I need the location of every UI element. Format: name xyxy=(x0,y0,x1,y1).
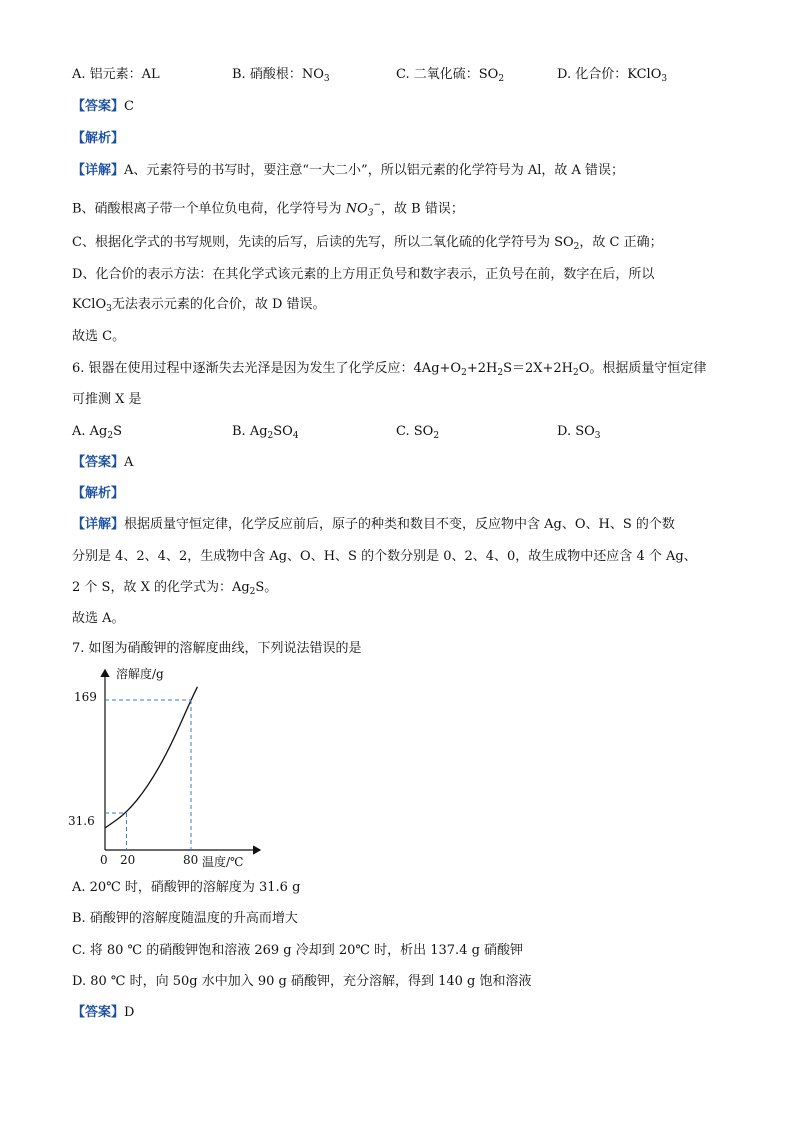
chart-x-tick-0: 0 xyxy=(100,853,108,867)
q6-detail-line3: 2 个 S，故 X 的化学式为：$Ag_2S$。 xyxy=(72,580,278,597)
q5-option-b: B. 硝酸根：$NO_3$ xyxy=(232,67,330,84)
q6-stem-line2: 可推测 X 是 xyxy=(72,392,142,407)
q5-option-d: D. 化合价：KClO$_3$ xyxy=(557,67,668,84)
q7-option-a: A. 20℃ 时，硝酸钾的溶解度为 31.6 g xyxy=(72,880,301,895)
q5-detail-line3: C、根据化学式的书写规则，先读的后写，后读的先写，所以二氧化硫的化学符号为 $SO_2$，故 C 正确； xyxy=(72,235,663,252)
q7-option-c: C. 将 80 ℃ 的硝酸钾饱和溶液 269 g 冷却到 20℃ 时，析出 137.4 g 硝酸钾 xyxy=(72,943,524,958)
q7-option-b: B. 硝酸钾的溶解度随温度的升高而增大 xyxy=(72,911,298,926)
q6-option-c: C. $SO_2$ xyxy=(396,424,440,441)
q6-option-b: B. $Ag_2SO_4$ xyxy=(232,424,299,441)
q5-analysis-tag: 【解析】 xyxy=(72,131,125,146)
solubility-chart xyxy=(64,662,284,872)
q6-option-d: D. $SO_3$ xyxy=(557,424,601,441)
q6-option-a: A. $Ag_2S$ xyxy=(72,424,123,441)
q7-stem: 7. 如图为硝酸钾的溶解度曲线，下列说法错误的是 xyxy=(72,641,362,656)
q5-detail-line1: 【详解】A、元素符号的书写时，要注意“一大二小”，所以铝元素的化学符号为 Al，故 A 错误； xyxy=(72,163,625,178)
q6-conclusion: 故选 A。 xyxy=(72,611,125,626)
q6-detail-line2: 分别是 4、2、4、2，生成物中含 Ag、O、H、S 的个数分别是 0、2、4、0，故生成物中还应含 4 个 Ag、 xyxy=(72,549,697,564)
chart-x-label: 温度/℃ xyxy=(202,855,244,869)
chart-y-tick-169: 169 xyxy=(74,690,97,704)
chart-x-tick-80: 80 xyxy=(183,853,199,867)
solubility-curve xyxy=(105,687,197,828)
q6-stem-line1: 6. 银器在使用过程中逐渐失去光泽是因为发生了化学反应：$4Ag+O_2+2H_2S=2X+2H_2O$。根据质量守恒定律 xyxy=(72,361,707,378)
q5-detail-line2: B、硝酸根离子带一个单位负电荷，化学符号为 $NO_3^-$，故 B 错误； xyxy=(72,200,464,219)
chart-y-label: 溶解度/g xyxy=(116,667,164,681)
q5-answer: 【答案】C xyxy=(72,99,134,114)
q5-detail-line4: D、化合价的表示方法：在其化学式该元素的上方用正负号和数字表示，正负号在前，数字在后，所以 xyxy=(72,267,655,282)
q7-option-d: D. 80 ℃ 时，向 50g 水中加入 90 g 硝酸钾，充分溶解，得到 140 g 饱和溶液 xyxy=(72,974,532,989)
q5-option-c: C. 二氧化硫：$SO_2$ xyxy=(396,67,505,84)
chart-x-tick-20: 20 xyxy=(120,853,136,867)
q5-option-a: A. 铝元素：AL xyxy=(72,67,160,82)
q7-answer: 【答案】D xyxy=(72,1005,135,1020)
q6-analysis-tag: 【解析】 xyxy=(72,486,125,501)
q5-detail-line5: KClO$_3$无法表示元素的化合价，故 D 错误。 xyxy=(72,297,326,314)
q6-answer: 【答案】A xyxy=(72,455,134,470)
q5-conclusion: 故选 C。 xyxy=(72,329,126,344)
q6-detail-line1: 【详解】根据质量守恒定律，化学反应前后，原子的种类和数目不变，反应物中含 Ag、O、H、S 的个数 xyxy=(72,517,675,532)
chart-y-tick-31-6: 31.6 xyxy=(68,814,95,828)
